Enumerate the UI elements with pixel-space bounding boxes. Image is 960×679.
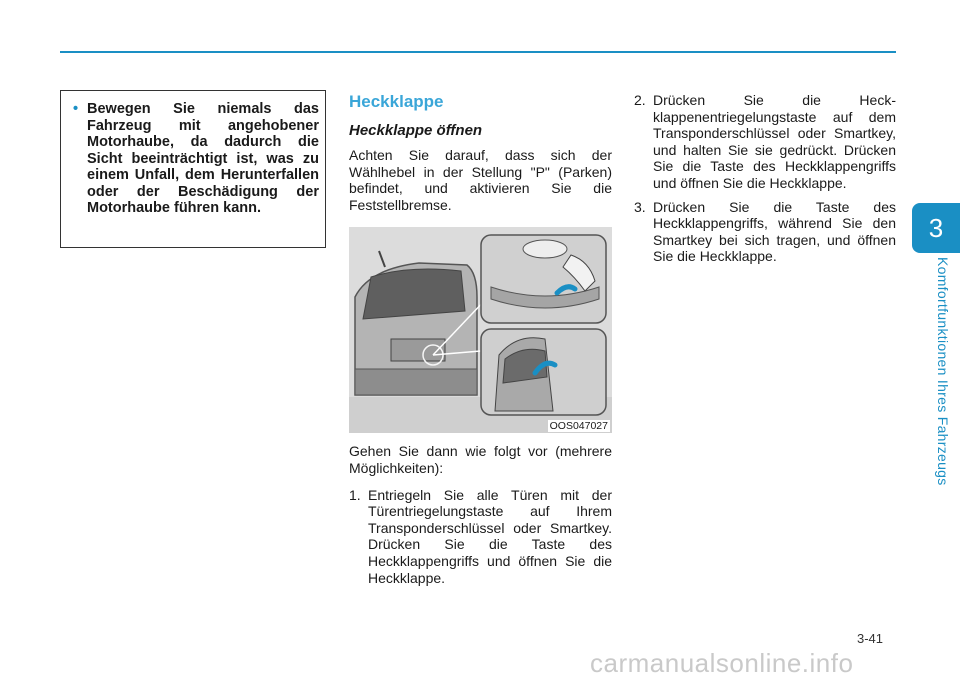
middle-column [349, 92, 612, 593]
page-number: 3-41 [857, 631, 884, 646]
warning-text: Bewegen Sie niemals das Fahrzeug mit angehobener Motorhaube, da dadurch die Sicht beeinträchtigt ist, was zu einem Unfall, dem Herunterfallen oder der Beschädigung der Motorhaube führen kann. [87, 101, 319, 216]
section-title: Heckklappe [349, 92, 444, 111]
figure-code: OOS047027 [549, 420, 608, 433]
intro-paragraph: Achten Sie darauf, dass sich der Wählhebel in der Stellung "P" (Parken) befindet, und aktivieren Sie die Feststellbremse. [349, 147, 612, 213]
chapter-number-tab: 3 [912, 203, 960, 253]
step-number: 3. [634, 198, 646, 215]
watermark: carmanualsonline.info [590, 648, 854, 678]
warning-item [73, 101, 319, 217]
warning-box [60, 90, 326, 248]
section-subtitle: Heckklappe öffnen [349, 122, 483, 139]
step-item [349, 487, 612, 587]
step-number: 1. [349, 486, 361, 503]
bullet-icon: • [73, 101, 79, 117]
lead-paragraph: Gehen Sie dann wie folgt vor (mehrere Möglichkeiten): [349, 443, 612, 476]
top-rule [60, 51, 896, 53]
step-text: Drücken Sie die Heckklappenentriegelungstaste auf dem Transponderschlüssel oder Smartkey, und halten Sie sie gedrückt. Drücken Sie die Taste des Heckklappengriffs und öffnen Sie die Heckklappe. [653, 92, 896, 191]
tailgate-figure [349, 227, 612, 433]
chapter-side-title: Komfortfunktionen Ihres Fahrzeugs [935, 257, 951, 486]
step-text: Entriegeln Sie alle Türen mit der Türentriegelungstaste auf Ihrem Transponderschlüssel oder Smartkey. Drücken Sie die Taste des Heckklappengriffs und öffnen Sie die Heckklappe. [368, 486, 612, 586]
step-text: Drücken Sie die Taste des Heckklappengriffs, während Sie den Smartkey bei sich tragen, und öffnen Sie die Heckklappe. [653, 198, 896, 265]
right-column [634, 92, 896, 272]
tailgate-illustration [349, 227, 612, 433]
step-item [634, 199, 896, 265]
step-number: 2. [634, 92, 646, 108]
step-item [634, 92, 896, 192]
